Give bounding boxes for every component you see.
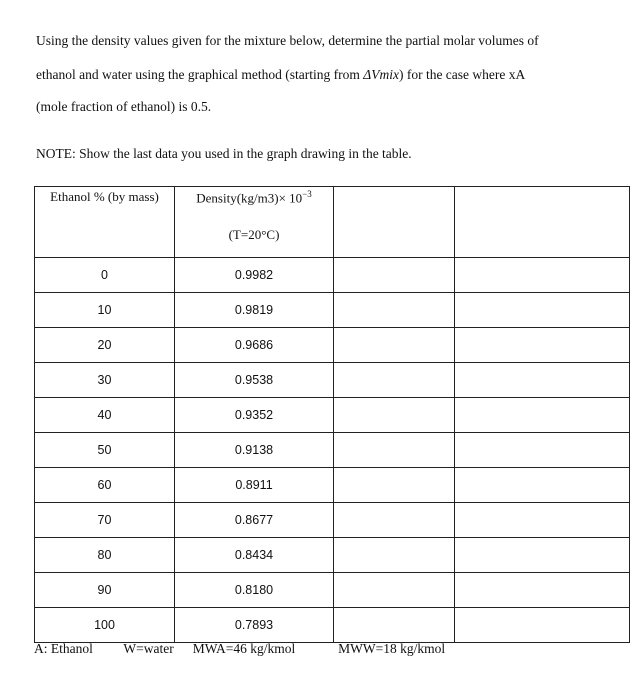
header-ethanol-cell <box>35 187 175 258</box>
header-ethanol-label: Ethanol % (by mass) <box>50 189 159 204</box>
question-line-2 <box>36 67 606 83</box>
density-cell: 0.9538 <box>175 363 334 398</box>
header-density-exponent: −3 <box>302 189 312 199</box>
ethanol-percent-cell: 10 <box>35 293 175 328</box>
empty-cell-3[interactable] <box>334 363 455 398</box>
empty-cell-3[interactable] <box>334 258 455 293</box>
density-cell: 0.8911 <box>175 468 334 503</box>
ethanol-percent-cell: 100 <box>35 608 175 643</box>
table-row <box>35 398 630 433</box>
table-row <box>35 293 630 328</box>
table-row <box>35 363 630 398</box>
empty-cell-4[interactable] <box>455 398 630 433</box>
header-density-cell <box>175 187 334 258</box>
header-density-text: Density(kg/m3)× 10 <box>196 190 303 206</box>
footer-legend <box>34 641 445 657</box>
density-cell: 0.9686 <box>175 328 334 363</box>
empty-cell-3[interactable] <box>334 468 455 503</box>
density-cell: 0.9138 <box>175 433 334 468</box>
ethanol-percent-cell: 70 <box>35 503 175 538</box>
table-row <box>35 608 630 643</box>
header-temperature-label: (T=20°C) <box>228 227 280 242</box>
density-table <box>34 186 630 643</box>
table-body <box>35 258 630 643</box>
empty-cell-4[interactable] <box>455 573 630 608</box>
table-row <box>35 538 630 573</box>
empty-cell-3[interactable] <box>334 608 455 643</box>
empty-cell-3[interactable] <box>334 433 455 468</box>
empty-cell-3[interactable] <box>334 503 455 538</box>
footer-mww: MWW=18 kg/kmol <box>338 641 446 656</box>
delta-vmix-symbol: ΔVmix <box>363 67 399 82</box>
ethanol-percent-cell: 40 <box>35 398 175 433</box>
table-row <box>35 328 630 363</box>
ethanol-percent-cell: 30 <box>35 363 175 398</box>
empty-cell-4[interactable] <box>455 328 630 363</box>
question-line-1: Using the density values given for the mixture below, determine the partial molar volumes of <box>36 33 539 48</box>
density-cell: 0.9819 <box>175 293 334 328</box>
density-cell: 0.8180 <box>175 573 334 608</box>
empty-cell-4[interactable] <box>455 468 630 503</box>
empty-cell-4[interactable] <box>455 363 630 398</box>
question-line-2-suffix: ) for the case where xA <box>398 67 526 82</box>
ethanol-percent-cell: 50 <box>35 433 175 468</box>
empty-cell-4[interactable] <box>455 258 630 293</box>
empty-cell-4[interactable] <box>455 433 630 468</box>
table-row <box>35 503 630 538</box>
empty-cell-3[interactable] <box>334 293 455 328</box>
table-row <box>35 433 630 468</box>
empty-cell-3[interactable] <box>334 398 455 433</box>
empty-cell-4[interactable] <box>455 293 630 328</box>
header-empty-cell-3[interactable] <box>334 187 455 258</box>
ethanol-percent-cell: 0 <box>35 258 175 293</box>
header-empty-cell-4[interactable] <box>455 187 630 258</box>
density-cell: 0.8677 <box>175 503 334 538</box>
table-row <box>35 468 630 503</box>
question-line-2-prefix: ethanol and water using the graphical method (starting from <box>36 67 364 82</box>
footer-mwa: MWA=46 kg/kmol <box>192 641 296 656</box>
empty-cell-4[interactable] <box>455 538 630 573</box>
ethanol-percent-cell: 20 <box>35 328 175 363</box>
table-row <box>35 573 630 608</box>
footer-ethanol: A: Ethanol <box>34 641 93 656</box>
header-density-label <box>175 189 333 206</box>
empty-cell-4[interactable] <box>455 608 630 643</box>
ethanol-percent-cell: 60 <box>35 468 175 503</box>
note-text: NOTE: Show the last data you used in the graph drawing in the table. <box>36 146 412 161</box>
empty-cell-3[interactable] <box>334 328 455 363</box>
footer-water: W=water <box>123 641 174 656</box>
density-cell: 0.9352 <box>175 398 334 433</box>
empty-cell-4[interactable] <box>455 503 630 538</box>
table-header-row <box>35 187 630 258</box>
empty-cell-3[interactable] <box>334 573 455 608</box>
density-cell: 0.9982 <box>175 258 334 293</box>
table-row <box>35 258 630 293</box>
question-line-3: (mole fraction of ethanol) is 0.5. <box>36 99 212 114</box>
density-cell: 0.7893 <box>175 608 334 643</box>
density-cell: 0.8434 <box>175 538 334 573</box>
ethanol-percent-cell: 80 <box>35 538 175 573</box>
ethanol-percent-cell: 90 <box>35 573 175 608</box>
empty-cell-3[interactable] <box>334 538 455 573</box>
